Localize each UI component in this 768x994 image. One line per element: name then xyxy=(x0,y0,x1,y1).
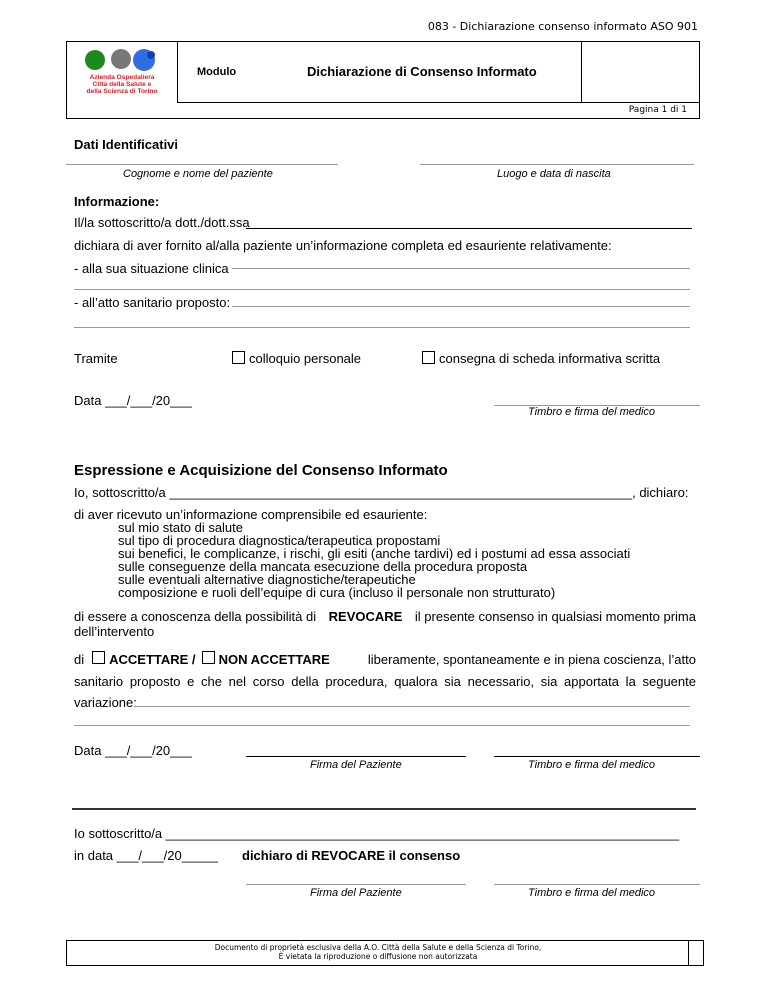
accept-line xyxy=(74,651,696,667)
consent-date-field[interactable]: Data ___/___/20___ xyxy=(74,743,192,758)
act-line-1[interactable] xyxy=(232,306,690,307)
option-scheda-label: consegna di scheda informativa scritta xyxy=(439,351,661,366)
form-title: Dichiarazione di Consenso Informato xyxy=(307,64,537,79)
header-divider xyxy=(177,102,699,103)
patient-name-line[interactable] xyxy=(66,164,338,165)
logo-line-3: della Scienza di Torino xyxy=(86,88,158,95)
doctor-name-line[interactable] xyxy=(246,228,692,229)
accettare-label: ACCETTARE / xyxy=(109,652,196,667)
section-info-heading: Informazione: xyxy=(74,194,160,209)
footer-line-2: È vietata la riproduzione o diffusione non autorizzata xyxy=(278,952,478,961)
revoca-name-field[interactable]: Io sottoscritto/a _______________________________________________________________________ xyxy=(74,826,680,841)
patient-name-label: Cognome e nome del paziente xyxy=(123,168,273,180)
clinical-line-2[interactable] xyxy=(74,289,690,290)
info-item: sulle conseguenze della mancata esecuzione della procedura proposta xyxy=(118,559,528,574)
aware-text-1: di essere a conoscenza della possibilità di xyxy=(74,609,317,624)
revoca-patient-label: Firma del Paziente xyxy=(310,887,402,899)
doctor-stamp-label: Timbro e firma del medico xyxy=(528,759,656,771)
tramite-label: Tramite xyxy=(74,351,118,366)
variazione-line-2[interactable] xyxy=(74,725,690,726)
info-item: sulle eventuali alternative diagnostiche/terapeutiche xyxy=(118,572,416,587)
doctor-signature-line[interactable] xyxy=(494,756,700,757)
option-colloquio-label: colloquio personale xyxy=(249,351,362,366)
footer-text xyxy=(67,943,689,961)
modulo-label: Modulo xyxy=(197,66,237,78)
aware-text-3: dell’intervento xyxy=(74,624,155,639)
checkbox-colloquio[interactable] xyxy=(232,351,245,364)
info-item: sui benefici, le complicanze, i rischi, gli esiti (anche tardivi) ed i postumi ad essa associati xyxy=(118,546,631,561)
consent-name-field[interactable]: Io, sottoscritto/a ________________________________________________________________, dichiaro: xyxy=(74,485,689,500)
footer-box xyxy=(66,940,704,966)
checkbox-scheda[interactable] xyxy=(422,351,435,364)
info-stamp-label: Timbro e firma del medico xyxy=(528,406,656,418)
section-divider xyxy=(72,808,696,810)
variazione-label: variazione: xyxy=(74,695,137,710)
patient-signature-label: Firma del Paziente xyxy=(310,759,402,771)
form-header xyxy=(66,41,700,119)
footer-cell xyxy=(688,941,703,965)
revoke-awareness-line xyxy=(74,609,696,624)
birth-line[interactable] xyxy=(420,164,694,165)
declares-text: dichiara di aver fornito al/alla paziente un’informazione completa ed esauriente relativamente: xyxy=(74,238,612,253)
footer-line-1: Documento di proprietà esclusiva della A.O. Città della Salute e della Scienza di Torino, xyxy=(214,943,542,952)
logo-line-1: Azienda Ospedaliera xyxy=(89,74,155,81)
hospital-logo xyxy=(73,46,171,98)
logo-cell xyxy=(67,42,178,102)
clinical-label: - alla sua situazione clinica xyxy=(74,261,229,276)
revoca-patient-line[interactable] xyxy=(246,884,466,885)
option-colloquio[interactable] xyxy=(232,351,361,366)
info-items-list xyxy=(118,521,630,599)
received-text: di aver ricevuto un’informazione comprensibile ed esauriente: xyxy=(74,507,428,522)
info-item: composizione e ruoli dell’equipe di cura (incluso il personale non strutturato) xyxy=(118,585,556,600)
clinical-line-1[interactable] xyxy=(232,268,690,269)
revoca-statement: dichiaro di REVOCARE il consenso xyxy=(242,848,461,863)
birth-label: Luogo e data di nascita xyxy=(497,168,611,180)
info-item: sul mio stato di salute xyxy=(118,520,244,535)
patient-signature-line[interactable] xyxy=(246,756,466,757)
checkbox-accettare[interactable] xyxy=(92,651,105,664)
variazione-line-1[interactable] xyxy=(134,706,690,707)
aware-text-2: il presente consenso in qualsiasi momento prima xyxy=(414,609,696,624)
info-item: sul tipo di procedura diagnostica/terapeutica propostami xyxy=(118,533,441,548)
document-code: 083 - Dichiarazione consenso informato ASO 901 xyxy=(427,20,698,33)
doctor-line-label: Il/la sottoscritto/a dott./dott.ssa xyxy=(74,215,250,230)
sanitario-text: sanitario proposto e che nel corso della procedura, qualora sia necessario, sia apportata la seguente xyxy=(74,674,696,689)
section-consent-heading: Espressione e Acquisizione del Consenso Informato xyxy=(74,462,448,479)
act-line-2[interactable] xyxy=(74,327,690,328)
page-number: Pagina 1 di 1 xyxy=(628,105,687,115)
act-label: - all’atto sanitario proposto: xyxy=(74,295,231,310)
revoca-date-field[interactable]: in data ___/___/20_____ xyxy=(74,848,218,863)
header-right-cell xyxy=(581,42,700,102)
option-scheda[interactable] xyxy=(422,351,660,366)
revocare-word: REVOCARE xyxy=(328,609,403,624)
di-word: di xyxy=(74,652,85,667)
liberamente-text: liberamente, spontaneamente e in piena coscienza, l’atto xyxy=(367,652,696,667)
info-date-field[interactable]: Data ___/___/20___ xyxy=(74,393,192,408)
revoca-doctor-line[interactable] xyxy=(494,884,700,885)
revoca-stamp-label: Timbro e firma del medico xyxy=(528,887,656,899)
checkbox-non-accettare[interactable] xyxy=(202,651,215,664)
logo-line-2: Città della Salute e xyxy=(92,81,152,88)
section-dati-heading: Dati Identificativi xyxy=(74,137,179,152)
non-accettare-label: NON ACCETTARE xyxy=(218,652,330,667)
